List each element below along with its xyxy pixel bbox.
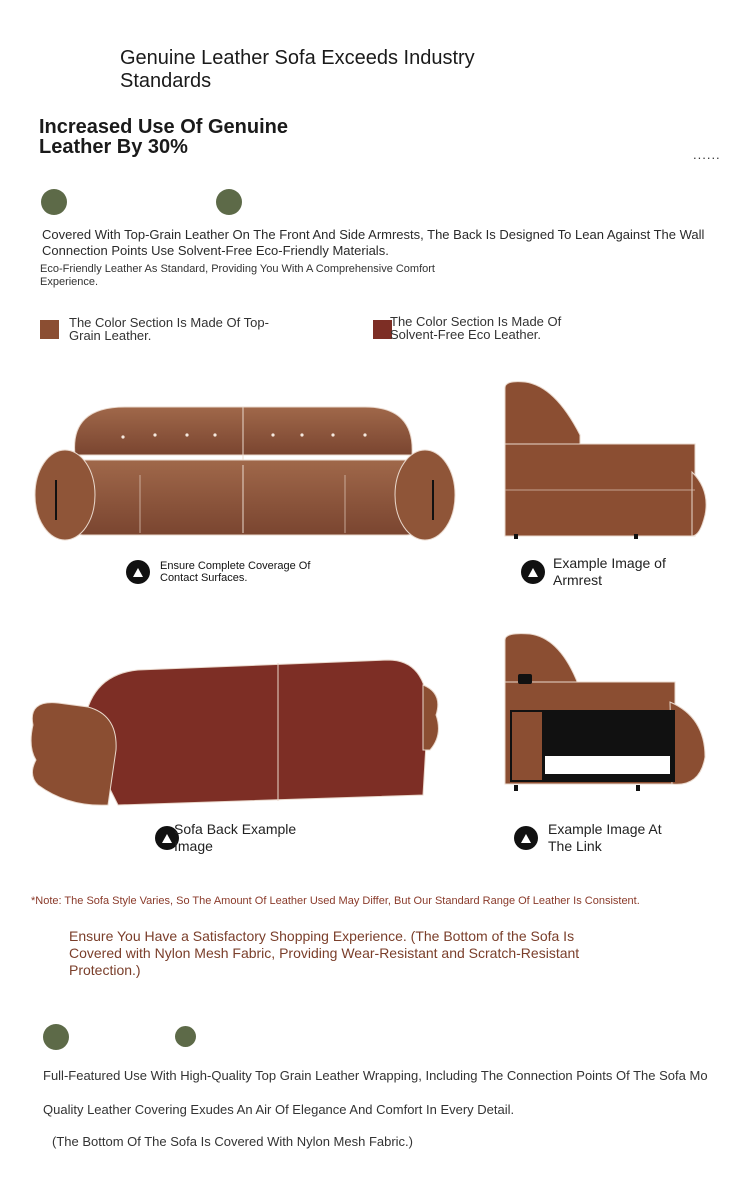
armrest-caption: Example Image of Armrest	[553, 555, 666, 588]
shopping-text: Ensure You Have a Satisfactory Shopping Experience. (The Bottom of the Sofa Is Covered with Nylon Mesh Fabric, Providing Wear-Resistant and Scratch-Resistant Protection.)	[69, 928, 580, 978]
feature-line-1: Full-Featured Use With High-Quality Top Grain Leather Wrapping, Including The Connection Points Of The Sofa Mo	[43, 1068, 708, 1083]
triangle-icon	[126, 560, 150, 584]
feature-line-2: Quality Leather Covering Exudes An Air Of Elegance And Comfort In Every Detail.	[43, 1102, 515, 1117]
section-badge-right-dot	[216, 189, 242, 215]
ellipsis-text: ......	[693, 147, 721, 162]
top-grain-swatch	[40, 320, 59, 339]
note-text: *Note: The Sofa Style Varies, So The Amount Of Leather Used May Differ, But Our Standard Range Of Leather Is Consistent.	[31, 895, 640, 907]
section2-badge-left-dot	[43, 1024, 69, 1050]
armrest-image	[500, 380, 710, 540]
sofa-front-image	[30, 395, 460, 545]
section-badge-left-dot	[41, 189, 67, 215]
page-title: Genuine Leather Sofa Exceeds Industry Standards	[120, 47, 475, 92]
cross-section-image	[500, 632, 710, 792]
link-caption: Example Image At The Link	[548, 821, 662, 854]
back-caption: Sofa Back Example Image	[174, 821, 297, 854]
feature-line-3: (The Bottom Of The Sofa Is Covered With Nylon Mesh Fabric.)	[52, 1134, 413, 1149]
section2-badge-right-dot	[175, 1026, 196, 1047]
triangle-icon	[514, 826, 538, 850]
eco-paragraph: Eco-Friendly Leather As Standard, Providing You With A Comprehensive Comfort Experience.	[40, 263, 435, 288]
top-grain-label: The Color Section Is Made Of Top-Grain Leather.	[69, 315, 269, 343]
intro-paragraph: Covered With Top-Grain Leather On The Front And Side Armrests, The Back Is Designed To Lean Against The Wall Connection Points Use Solvent-Free Eco-Friendly Materials.	[42, 227, 705, 258]
eco-leather-label: The Color Section Is Made Of Solvent-Free Eco Leather.	[390, 314, 562, 342]
triangle-icon	[521, 560, 545, 584]
page-subtitle: Increased Use Of Genuine Leather By 30%	[39, 116, 288, 158]
front-caption: Ensure Complete Coverage Of Contact Surfaces.	[160, 560, 311, 584]
sofa-back-image	[28, 655, 443, 810]
